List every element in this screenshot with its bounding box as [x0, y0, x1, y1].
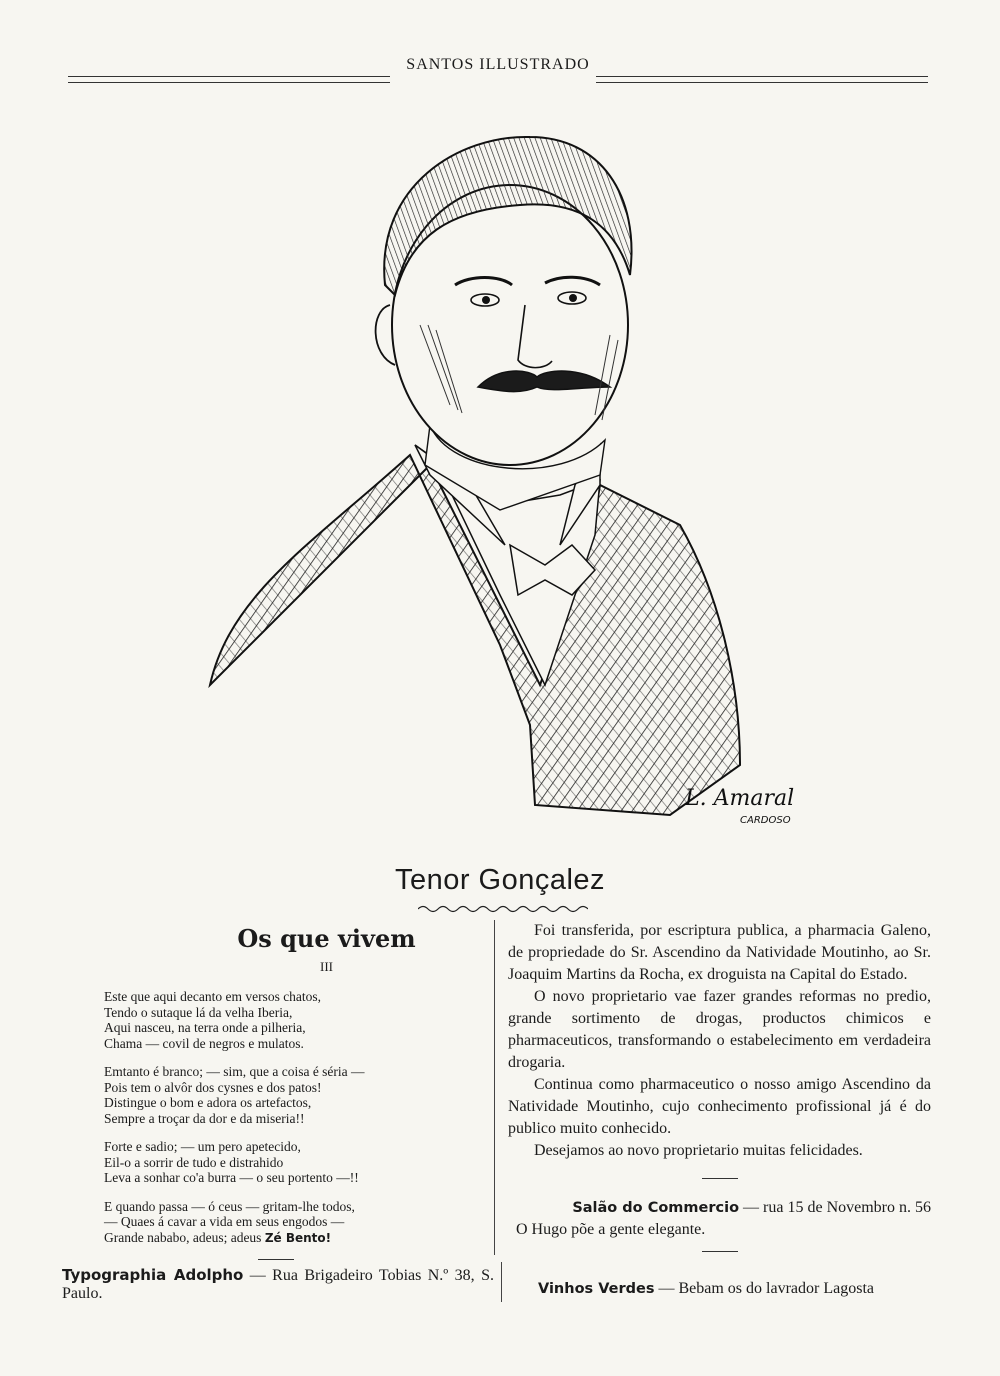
- header-rule-left: [68, 76, 390, 83]
- vinhos-ad: [538, 1280, 932, 1298]
- title-ornament: [418, 904, 588, 914]
- vinhos-text: — Bebam os do lavrador Lagosta: [654, 1280, 874, 1297]
- news-column: [508, 920, 931, 1252]
- verse-text: Grande nababo, adeus; adeus: [104, 1229, 265, 1245]
- column-divider-lower: [501, 1262, 502, 1302]
- verse-line-final: [104, 1230, 489, 1247]
- poem-number: III: [320, 959, 333, 974]
- typography-name: Typographia Adolpho: [62, 1266, 244, 1284]
- verse-line: E quando passa — ó ceus — gritam-lhe todos,: [104, 1198, 355, 1214]
- artist-signature: L. Amaral: [685, 786, 795, 811]
- poem-signature: Zé Bento!: [264, 1230, 332, 1245]
- article-title: Tenor Gonçalez: [394, 864, 606, 896]
- section-divider: [258, 1259, 294, 1260]
- news-paragraph: Desejamos ao novo proprietario muitas felicidades.: [534, 1142, 863, 1159]
- verse-line: Distingue o bom e adora os artefactos,: [104, 1095, 312, 1110]
- column-divider: [494, 920, 495, 1255]
- verse-line: Este que aqui decanto em versos chatos,: [104, 989, 322, 1004]
- poem-stanza: [104, 1064, 489, 1126]
- section-divider: [702, 1251, 738, 1252]
- verse-line: Tendo o sutaque lá da velha Iberia,: [104, 1004, 293, 1020]
- poem-stanza: [104, 1199, 489, 1247]
- page-header: [68, 50, 928, 90]
- poem-column: [104, 924, 489, 1260]
- poem-title: Os que vivem: [237, 924, 416, 953]
- verse-line: Chama — covil de negros e mulatos.: [104, 1035, 304, 1051]
- verse-line: Emtanto é branco; — sim, que a coisa é séria —: [104, 1064, 365, 1079]
- news-paragraph: O novo proprietario vae fazer grandes reformas no predio, grande sortimento de drogas, productos chimicos e pharmaceuticos, transformando o estabelecimento em verdadeira drogaria.: [508, 988, 931, 1071]
- news-paragraph: Continua como pharmaceutico o nosso amigo Ascendino da Natividade Moutinho, cujo conhecimento profissional já é do publico muito conhecido.: [508, 1076, 931, 1137]
- salao-address: — rua 15 de Novembro n. 56: [739, 1199, 931, 1216]
- verse-line: Eil-o a sorrir de tudo e distrahido: [104, 1154, 284, 1170]
- verse-line: — Quaes á cavar a vida em seus engodos —: [104, 1214, 345, 1229]
- salao-name: Salão do Commercio: [572, 1200, 740, 1216]
- salao-ad-slogan: O Hugo põe a gente elegante.: [516, 1221, 706, 1238]
- verse-line: Leva a sonhar co'a burra — o seu portento —!!: [104, 1170, 359, 1185]
- portrait-illustration: [200, 125, 800, 830]
- header-rule-right: [596, 76, 928, 83]
- section-divider: [702, 1178, 738, 1179]
- verse-line: Forte e sadio; — um pero apetecido,: [104, 1139, 301, 1154]
- verse-line: Pois tem o alvôr dos cysnes e dos patos!: [104, 1079, 322, 1095]
- typography-ad: [62, 1266, 494, 1303]
- verse-line: Aqui nasceu, na terra onde a pilheria,: [104, 1020, 306, 1035]
- publication-title: SANTOS ILLUSTRADO: [406, 56, 590, 73]
- poem-stanza: [104, 1139, 489, 1186]
- artist-sub-signature: CARDOSO: [740, 815, 791, 826]
- verse-line: Sempre a troçar da dor e da miseria!!: [104, 1110, 305, 1126]
- poem-stanza: [104, 989, 489, 1051]
- news-paragraph: Foi transferida, por escriptura publica, a pharmacia Galeno, de propriedade do Sr. Ascendino da Natividade Moutinho, ao Sr. Joaquim Martins da Rocha, ex droguista na Capital do Estado.: [508, 922, 931, 983]
- salao-ad-line: [508, 1197, 931, 1219]
- typography-address: — Rua Brigadeiro Tobias N.º 38, S. Paulo.: [62, 1267, 494, 1302]
- vinhos-name: Vinhos Verdes: [538, 1281, 655, 1297]
